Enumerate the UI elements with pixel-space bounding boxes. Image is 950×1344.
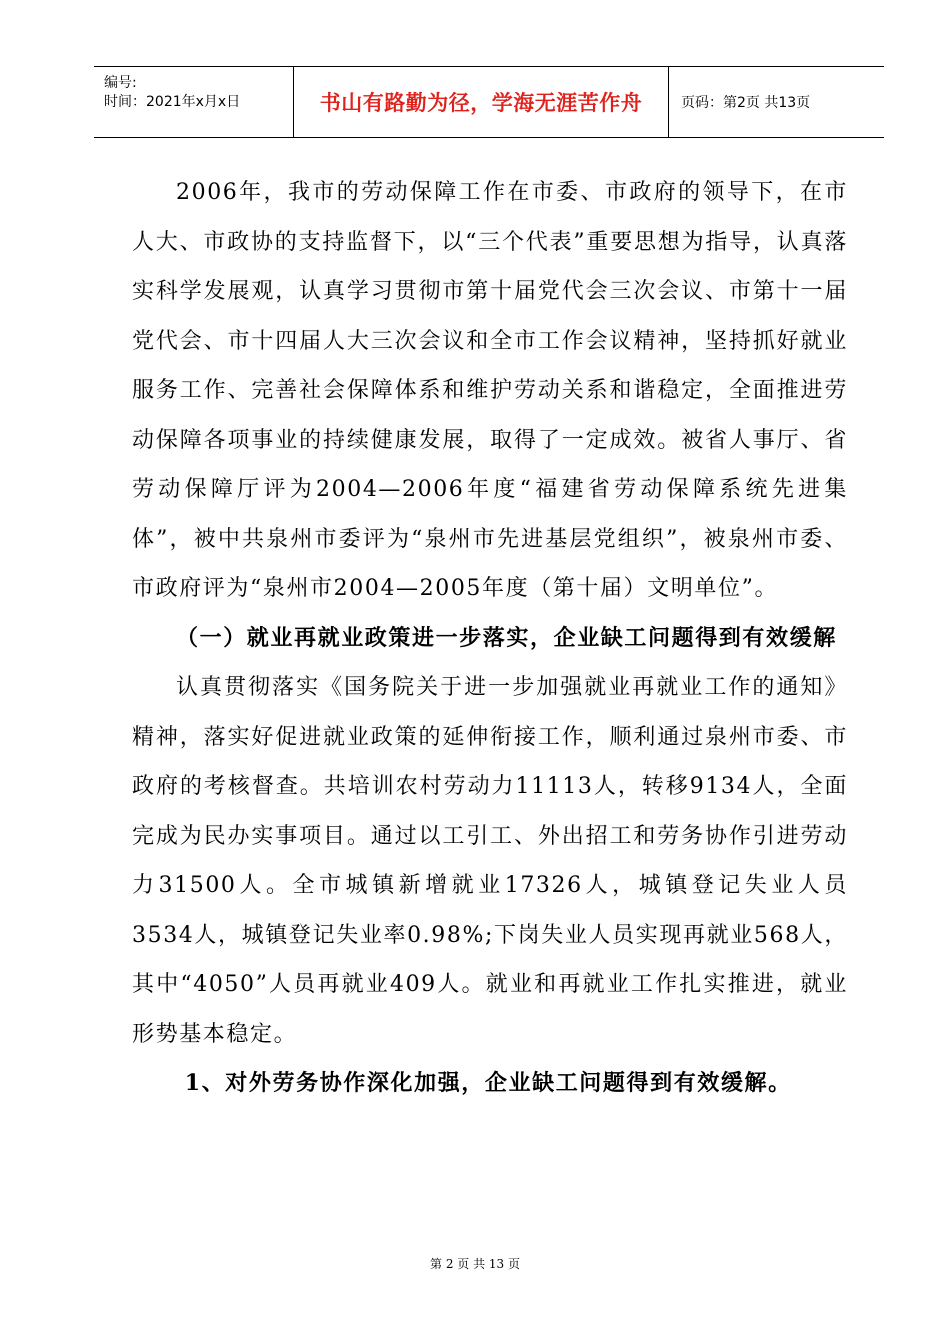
header-page-number: 页码：第2页 共13页 (681, 95, 811, 111)
intro-paragraph: 2006年，我市的劳动保障工作在市委、市政府的领导下，在市人大、市政协的支持监督下，以“三个代表”重要思想为指导，认真落实科学发展观，认真学习贯彻市第十届党代会三次会议、市第十一届党代会、市十四届人大三次会议和全市工作会议精神，坚持抓好就业服务工作、完善社会保障体系和维护劳动关系和谐稳定，全面推进劳动保障各项事业的持续健康发展，取得了一定成效。被省人事厅、省劳动保障厅评为2004—2006年度“福建省劳动保障系统先进集体”，被中共泉州市委评为“泉州市先进基层党组织”，被泉州市委、市政府评为“泉州市2004—2005年度（第十届）文明单位”。 (132, 180, 848, 601)
section-paragraph-employment: 认真贯彻落实《国务院关于进一步加强就业再就业工作的通知》精神，落实好促进就业政策的延伸衔接工作，顺利通过泉州市委、市政府的考核督查。共培训农村劳动力11113人，转移9134人，全面完成为民办实事项目。通过以工引工、外出招工和劳务协作引进劳动力31500人。全市城镇新增就业17326人，城镇登记失业人员 3534人，城镇登记失业率0.98%;下岗失业人员实现再就业568人，其中“4050”人员再就业409人。就业和再就业工作扎实推进，就业形势基本稳定。 (132, 675, 848, 1047)
document-number-label: 编号: (104, 75, 137, 91)
document-time-label: 时间：2021年x月x日 (104, 94, 241, 110)
document-body (132, 168, 848, 1109)
page-header (94, 66, 884, 138)
header-motto: 书山有路勤为径，学海无涯苦作舟 (294, 67, 669, 137)
header-meta (94, 67, 294, 137)
subsection-heading-labor-cooperation: 1、对外劳务协作深化加强，企业缺工问题得到有效缓解。 (184, 1070, 792, 1096)
section-heading-employment: （一）就业再就业政策进一步落实，企业缺工问题得到有效缓解 (176, 624, 837, 651)
page-footer: 第 2 页 共 13 页 (430, 1257, 520, 1271)
